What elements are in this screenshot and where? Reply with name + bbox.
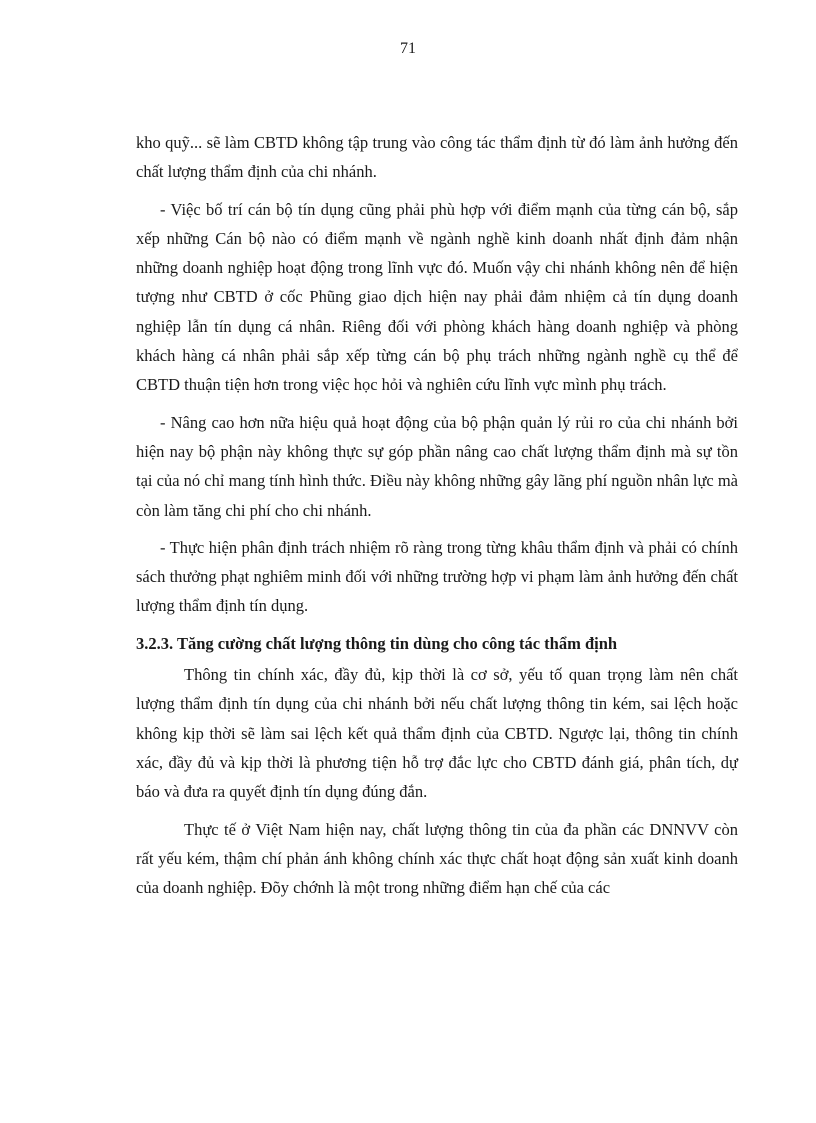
document-body (136, 128, 738, 902)
paragraph-vietnam-reality: Thực tế ở Việt Nam hiện nay, chất lượng thông tin của đa phần các DNNVV còn rất yếu kém, thậm chí phản ánh không chính xác thực chất hoạt động sản xuất kinh doanh của doanh nghiệp. Đõy chớnh là một trong những điểm hạn chế của các (136, 819, 738, 898)
paragraph-responsibility: - Thực hiện phân định trách nhiệm rõ ràng trong từng khâu thẩm định và phải có chính sách thưởng phạt nghiêm minh đối với những trường hợp vi phạm làm ảnh hưởng đến chất lượng thẩm định tín dụng. (136, 537, 738, 616)
paragraph-risk-management: - Nâng cao hơn nữa hiệu quả hoạt động của bộ phận quản lý rủi ro của chi nhánh bởi hiện nay bộ phận này không thực sự góp phần nâng cao chất lượng thẩm định mà sự tồn tại của nó chỉ mang tính hình thức. Điều này không những gây lãng phí nguồn nhân lực mà còn làm tăng chi phí cho chi nhánh. (136, 412, 738, 520)
paragraph-staff-allocation: - Việc bố trí cán bộ tín dụng cũng phải phù hợp với điểm mạnh của từng cán bộ, sắp xếp những Cán bộ nào có điểm mạnh về ngành nghề kinh doanh nhất định đảm nhận những doanh nghiệp hoạt động trong lĩnh vực đó. Muốn vậy chi nhánh không nên để hiện tượng như CBTD ở cốc Phũng giao dịch hiện nay phải đảm nhiệm cả tín dụng doanh nghiệp lẫn tín dụng cá nhân. Riêng đối với phòng khách hàng doanh nghiệp và phòng khách hàng cá nhân phải sắp xếp từng cán bộ phụ trách những ngành nghề cụ thể để CBTD thuận tiện hơn trong việc học hỏi và nghiên cứu lĩnh vực mình phụ trách. (136, 199, 738, 395)
section-heading: 3.2.3. Tăng cường chất lượng thông tin dùng cho công tác thẩm định (136, 633, 618, 653)
page-number: 71 (400, 40, 416, 57)
paragraph-information-quality: Thông tin chính xác, đầy đủ, kịp thời là cơ sở, yếu tố quan trọng làm nên chất lượng thẩm định tín dụng của chi nhánh bởi nếu chất lượng thông tin kém, sai lệch hoặc không kịp thời sẽ làm sai lệch kết quả thẩm định của CBTD. Ngược lại, thông tin chính xác, đầy đủ và kịp thời là phương tiện hỗ trợ đắc lực cho CBTD đánh giá, phân tích, dự báo và đưa ra quyết định tín dụng đúng đắn. (136, 665, 738, 802)
paragraph-continuation: kho quỹ... sẽ làm CBTD không tập trung vào công tác thẩm định từ đó làm ảnh hưởng đến chất lượng thẩm định của chi nhánh. (136, 133, 738, 182)
